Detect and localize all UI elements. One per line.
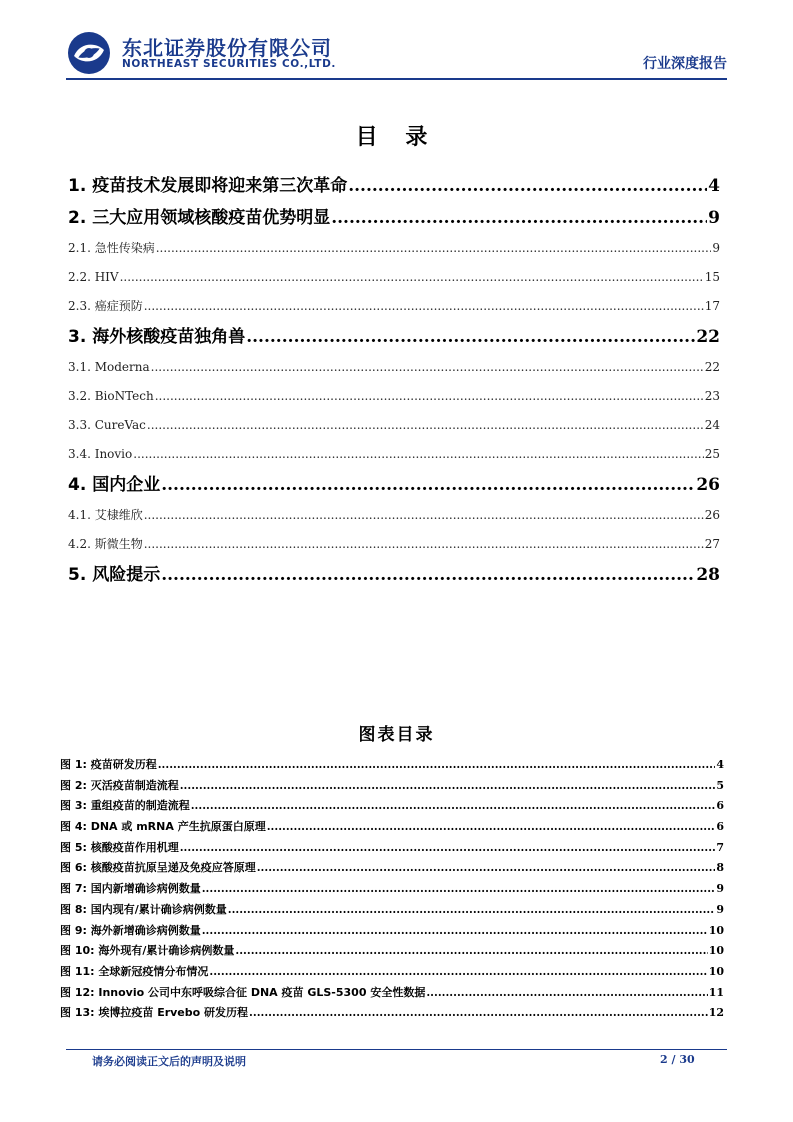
toc-entry-page: 26 — [696, 475, 720, 495]
toc-entry-page: 25 — [704, 447, 720, 461]
toc-entry[interactable] — [68, 202, 720, 234]
figure-entry-label: 图 5: 核酸疫苗作用机理 — [60, 840, 179, 854]
toc-entry[interactable] — [68, 382, 720, 411]
figure-entry-page: 12 — [708, 1006, 724, 1020]
dot-leader — [144, 292, 704, 321]
toc-entry-label: 2.2. HIV — [68, 270, 119, 284]
toc-entry[interactable] — [68, 292, 720, 321]
toc-entry-page: 4 — [708, 176, 720, 196]
header-divider — [66, 78, 727, 80]
figure-entry-page: 4 — [716, 758, 724, 771]
toc-entry-label: 1. 疫苗技术发展即将迎来第三次革命 — [68, 176, 348, 196]
figure-entry[interactable] — [60, 796, 724, 817]
toc-entry[interactable] — [68, 321, 720, 353]
dot-leader — [155, 382, 704, 411]
dot-leader — [180, 776, 716, 797]
figure-entry-page: 5 — [716, 778, 724, 792]
footer-divider — [66, 1049, 727, 1050]
toc-entry[interactable] — [68, 501, 720, 530]
figure-entry-page: 7 — [716, 840, 724, 854]
figure-entry[interactable] — [60, 755, 724, 776]
figure-entry[interactable] — [60, 838, 724, 859]
figure-entry[interactable] — [60, 941, 724, 962]
toc-entry[interactable] — [68, 353, 720, 382]
toc-entry-page: 23 — [704, 389, 720, 403]
dot-leader — [161, 559, 695, 591]
company-name-en: NORTHEAST SECURITIES CO.,LTD. — [122, 58, 336, 70]
toc-entry-label: 2.1. 急性传染病 — [68, 241, 155, 255]
toc-entry-page: 9 — [712, 241, 720, 255]
toc-entry-label: 2. 三大应用领域核酸疫苗优势明显 — [68, 208, 331, 228]
toc-entry-label: 4.2. 斯微生物 — [68, 537, 143, 551]
figure-entry[interactable] — [60, 817, 724, 838]
dot-leader — [202, 921, 708, 942]
dot-leader — [331, 202, 707, 234]
dot-leader — [147, 411, 704, 440]
toc-entry-label: 4. 国内企业 — [68, 475, 161, 495]
dot-leader — [133, 440, 703, 469]
toc-entry-label: 2.3. 癌症预防 — [68, 299, 143, 313]
dot-leader — [161, 469, 695, 501]
toc-entry[interactable] — [68, 234, 720, 263]
dot-leader — [249, 1003, 708, 1024]
figure-entry-label: 图 4: DNA 或 mRNA 产生抗原蛋白原理 — [60, 820, 266, 834]
dot-leader — [158, 755, 716, 776]
toc-entry[interactable] — [68, 411, 720, 440]
toc-entry-label: 3.2. BioNTech — [68, 389, 154, 403]
figure-entry-label: 图 9: 海外新增确诊病例数量 — [60, 923, 201, 937]
toc-entry-label: 3. 海外核酸疫苗独角兽 — [68, 327, 246, 347]
figure-entry[interactable] — [60, 1003, 724, 1024]
company-logo-icon — [66, 30, 112, 76]
toc-entry-label: 3.4. Inovio — [68, 447, 133, 461]
figure-entry-page: 10 — [708, 964, 724, 978]
toc-title: 目 录 — [355, 125, 438, 150]
figure-entry-label: 图 2: 灭活疫苗制造流程 — [60, 778, 179, 792]
figure-entry[interactable] — [60, 983, 724, 1004]
toc-entry-page: 22 — [696, 327, 720, 347]
toc-entry-page: 15 — [704, 270, 720, 284]
dot-leader — [228, 900, 716, 921]
toc-entry-page: 26 — [704, 508, 720, 522]
figure-entry-page: 10 — [708, 923, 724, 937]
figure-entry[interactable] — [60, 776, 724, 797]
figure-entry-page: 11 — [708, 985, 724, 999]
toc-entry-page: 22 — [704, 360, 720, 374]
footer-disclaimer: 请务必阅读正文后的声明及说明 — [92, 1055, 246, 1068]
company-name-cn: 东北证券股份有限公司 — [122, 36, 332, 60]
figure-entry-label: 图 12: Innovio 公司中东呼吸综合征 DNA 疫苗 GLS-5300 安全性数据 — [60, 985, 426, 999]
dot-leader — [426, 983, 707, 1004]
figure-entry[interactable] — [60, 900, 724, 921]
dot-leader — [348, 170, 707, 202]
dot-leader — [257, 858, 716, 879]
toc-entry-page: 17 — [704, 299, 720, 313]
toc-entry[interactable] — [68, 530, 720, 559]
dot-leader — [156, 234, 712, 263]
figure-entry-page: 9 — [716, 882, 724, 896]
figure-entry-label: 图 3: 重组疫苗的制造流程 — [60, 799, 190, 813]
dot-leader — [267, 817, 716, 838]
page-number: 2 / 30 — [660, 1053, 695, 1066]
figure-entry-label: 图 11: 全球新冠疫情分布情况 — [60, 964, 209, 978]
toc-entry-label: 3.3. CureVac — [68, 418, 146, 432]
figure-entry-label: 图 8: 国内现有/累计确诊病例数量 — [60, 902, 227, 916]
figure-entry-page: 6 — [716, 820, 724, 834]
dot-leader — [151, 353, 704, 382]
figure-entry-label: 图 13: 埃博拉疫苗 Ervebo 研发历程 — [60, 1006, 249, 1020]
toc-entry-page: 28 — [696, 565, 720, 585]
table-of-contents — [68, 170, 720, 591]
report-type: 行业深度报告 — [643, 56, 727, 72]
toc-entry[interactable] — [68, 440, 720, 469]
figure-entry-page: 10 — [708, 944, 724, 958]
figure-entry[interactable] — [60, 858, 724, 879]
figure-entry-label: 图 6: 核酸疫苗抗原呈递及免疫应答原理 — [60, 861, 256, 875]
figure-entry-page: 8 — [716, 861, 724, 875]
toc-entry[interactable] — [68, 170, 720, 202]
dot-leader — [235, 941, 707, 962]
dot-leader — [209, 962, 707, 983]
toc-entry[interactable] — [68, 263, 720, 292]
toc-entry-label: 5. 风险提示 — [68, 565, 161, 585]
toc-entry[interactable] — [68, 469, 720, 501]
list-of-figures — [60, 755, 724, 1024]
figure-entry[interactable] — [60, 879, 724, 900]
figures-title: 图表目录 — [358, 725, 435, 745]
toc-entry-page: 27 — [704, 537, 720, 551]
dot-leader — [144, 501, 704, 530]
toc-entry-page: 9 — [708, 208, 720, 228]
figure-entry[interactable] — [60, 921, 724, 942]
dot-leader — [202, 879, 716, 900]
figure-entry-label: 图 10: 海外现有/累计确诊病例数量 — [60, 944, 235, 958]
figure-entry[interactable] — [60, 962, 724, 983]
toc-entry[interactable] — [68, 559, 720, 591]
dot-leader — [144, 530, 704, 559]
dot-leader — [191, 796, 716, 817]
page-header — [66, 28, 727, 78]
figure-entry-page: 9 — [716, 902, 724, 916]
dot-leader — [180, 838, 716, 859]
toc-entry-label: 3.1. Moderna — [68, 360, 150, 374]
figure-entry-page: 6 — [716, 799, 724, 813]
figure-entry-label: 图 1: 疫苗研发历程 — [60, 758, 157, 771]
dot-leader — [246, 321, 695, 353]
toc-entry-label: 4.1. 艾棣维欣 — [68, 508, 143, 522]
figure-entry-label: 图 7: 国内新增确诊病例数量 — [60, 882, 201, 896]
toc-entry-page: 24 — [704, 418, 720, 432]
dot-leader — [120, 263, 704, 292]
